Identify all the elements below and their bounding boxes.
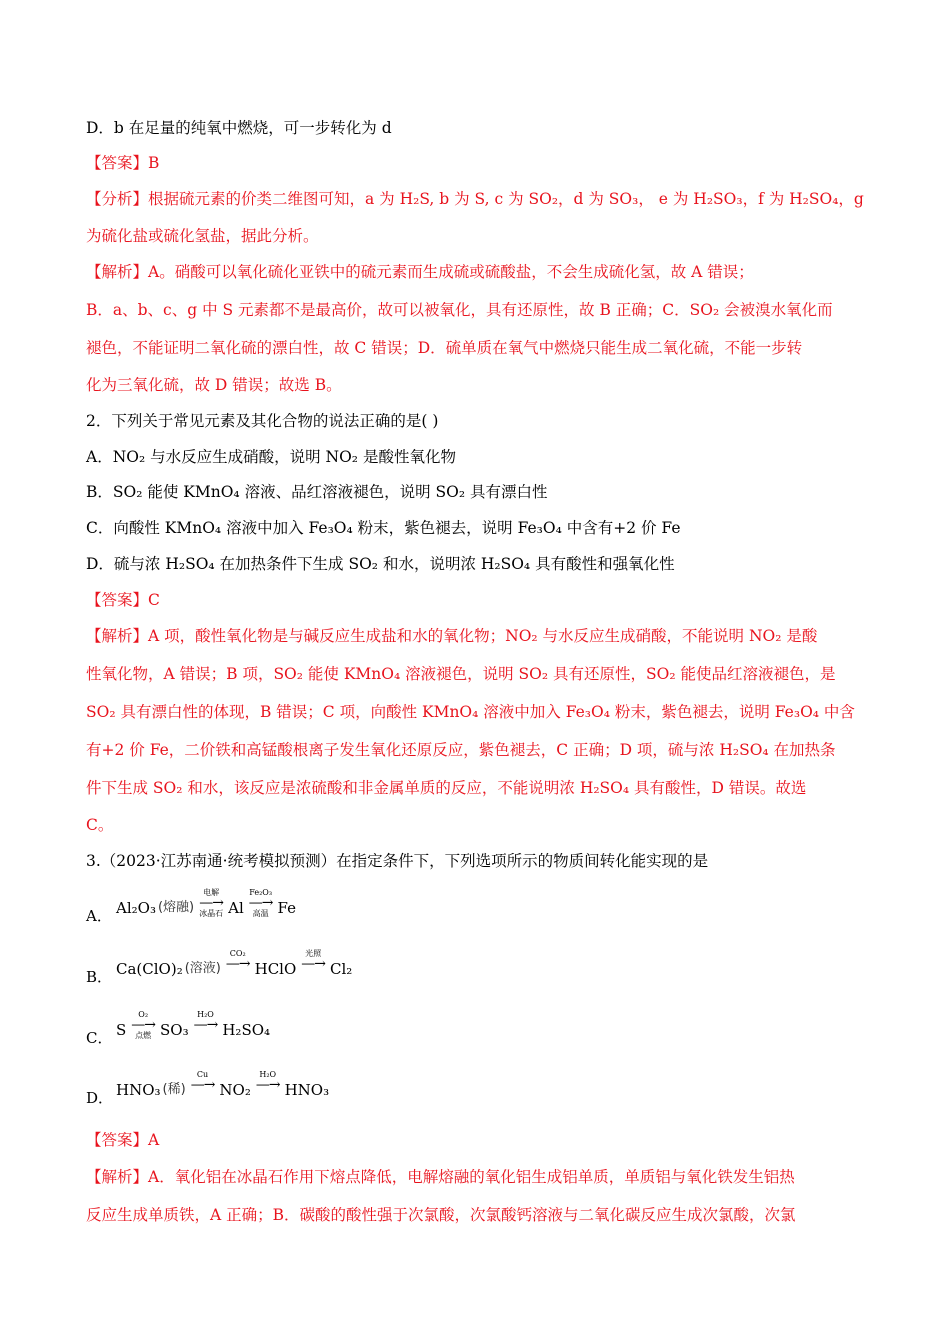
q1-explain-line-2: B．a、b、c、g 中 S 元素都不是最高价，故可以被氧化，具有还原性，故 B 正确；C．SO₂ 会被溴水氧化而 — [86, 301, 833, 319]
reaction-chain — [116, 1010, 270, 1040]
arrow-shaft: —→ — [255, 1077, 280, 1093]
explain-text: A．氧化铝在冰晶石作用下熔点降低，电解熔融的氧化铝生成铝单质，单质铝与氧化铁发生铝热 — [148, 1168, 795, 1186]
arrow-condition-bottom: 点燃 — [135, 1031, 152, 1040]
answer-tag: 【答案】 — [86, 1131, 149, 1149]
condition-label: (熔融) — [157, 900, 195, 915]
arrow-shaft: —→ — [190, 1077, 215, 1093]
option-letter: B． — [86, 968, 113, 986]
arrow-shaft: —→ — [131, 1017, 156, 1033]
arrow-shaft: —→ — [199, 895, 223, 911]
product: Fe — [277, 899, 296, 917]
reactant: Ca(ClO)₂ — [116, 960, 183, 978]
answer-tag: 【答案】 — [86, 591, 149, 609]
explain-text: A 项，酸性氧化物是与碱反应生成盐和水的氧化物；NO₂ 与水反应生成硝酸，不能说明 NO₂ 是酸 — [148, 627, 818, 645]
condition-label: (溶液) — [184, 961, 221, 976]
product: H₂SO₄ — [222, 1021, 271, 1039]
analysis-text: 根据硫元素的价类二维图可知，a 为 H₂S, b 为 S, c 为 SO₂，d 为 SO₃， e 为 H₂SO₃，f 为 H₂SO₄，g — [148, 190, 864, 208]
q2-stem: 2．下列关于常见元素及其化合物的说法正确的是( ) — [86, 412, 439, 430]
reaction-chain — [116, 949, 352, 979]
q2-explain-line-3: SO₂ 具有漂白性的体现，B 错误；C 项，向酸性 KMnO₄ 溶液中加入 Fe₃O₄ 粉末，紫色褪去，说明 Fe₃O₄ 中含 — [86, 703, 855, 721]
q2-explain-line-4: 有+2 价 Fe，二价铁和高锰酸根离子发生氧化还原反应，紫色褪去，C 正确；D 项，硫与浓 H₂SO₄ 在加热条 — [86, 741, 836, 759]
arrow-condition-top: H₂O — [197, 1010, 214, 1019]
reaction-arrow-2 — [301, 949, 325, 979]
q1-explain-line-4: 化为三氧化硫，故 D 错误；故选 B。 — [86, 376, 342, 394]
reaction-arrow-2 — [256, 1070, 280, 1100]
q2-explain-line-5: 件下生成 SO₂ 和水，该反应是浓硫酸和非金属单质的反应，不能说明浓 H₂SO₄ 具有酸性，D 错误。故选 — [86, 779, 807, 797]
reactant: S — [116, 1021, 127, 1039]
intermediate: NO₂ — [219, 1081, 251, 1099]
q1-option-d: D．b 在足量的纯氧中燃烧，可一步转化为 d — [86, 119, 392, 137]
answer-value: A — [148, 1131, 160, 1149]
arrow-condition-top: Cu — [196, 1070, 209, 1079]
reaction-arrow-1 — [191, 1070, 215, 1100]
arrow-condition-top: 光照 — [305, 949, 322, 958]
reaction-chain — [116, 1070, 329, 1100]
q2-explain-line-1 — [86, 626, 817, 646]
arrow-condition-top: 电解 — [203, 888, 220, 897]
arrow-shaft: —→ — [193, 1017, 218, 1033]
q2-option-b: B．SO₂ 能使 KMnO₄ 溶液、品红溶液褪色，说明 SO₂ 具有漂白性 — [86, 483, 548, 501]
explain-tag: 【解析】 — [86, 627, 149, 645]
arrow-condition-top: CO₂ — [229, 949, 246, 958]
q1-explain-line-1 — [86, 262, 754, 282]
arrow-condition-top: Fe₂O₃ — [249, 888, 273, 897]
q3-stem: 3.（2023·江苏南通·统考模拟预测）在指定条件下，下列选项所示的物质间转化能实现的是 — [86, 852, 709, 870]
answer-value: B — [148, 154, 160, 172]
reaction-chain — [116, 888, 296, 918]
q2-option-a: A．NO₂ 与水反应生成硝酸，说明 NO₂ 是酸性氧化物 — [86, 448, 456, 466]
reaction-arrow-1 — [131, 1010, 155, 1040]
explain-tag: 【解析】 — [86, 263, 149, 281]
q2-explain-line-2: 性氧化物，A 错误；B 项，SO₂ 能使 KMnO₄ 溶液褪色，说明 SO₂ 具有还原性，SO₂ 能使品红溶液褪色，是 — [86, 665, 836, 683]
q3-answer — [86, 1130, 159, 1150]
q2-answer — [86, 590, 160, 610]
reaction-arrow-1 — [199, 888, 223, 918]
arrow-condition-bottom: 冰晶石 — [199, 909, 224, 918]
q1-explain-line-3: 褪色，不能证明二氧化硫的漂白性，故 C 错误；D．硫单质在氧气中燃烧只能生成二氧化硫，不能一步转 — [86, 339, 803, 357]
product: Cl₂ — [330, 960, 353, 978]
q3-explain-line-1 — [86, 1167, 795, 1187]
q1-answer — [86, 153, 159, 173]
reactant: HNO₃ — [116, 1081, 161, 1099]
q1-analysis-line-2: 为硫化盐或硫化氢盐，据此分析。 — [86, 227, 319, 245]
option-letter: D． — [86, 1089, 114, 1107]
analysis-tag: 【分析】 — [86, 190, 149, 208]
arrow-condition-top: O₂ — [138, 1010, 149, 1019]
arrow-shaft: —→ — [301, 956, 325, 972]
reaction-arrow-2 — [249, 888, 273, 918]
intermediate: HClO — [254, 960, 297, 978]
option-letter: C． — [86, 1029, 113, 1047]
arrow-shaft: —→ — [225, 956, 250, 972]
q2-option-c: C．向酸性 KMnO₄ 溶液中加入 Fe₃O₄ 粉末，紫色褪去，说明 Fe₃O₄ 中含有+2 价 Fe — [86, 519, 681, 537]
condition-label: (稀) — [162, 1082, 186, 1097]
arrow-condition-top: H₂O — [259, 1070, 277, 1079]
answer-tag: 【答案】 — [86, 154, 149, 172]
q2-option-d: D．硫与浓 H₂SO₄ 在加热条件下生成 SO₂ 和水，说明浓 H₂SO₄ 具有酸性和强氧化性 — [86, 555, 675, 573]
product: HNO₃ — [284, 1081, 330, 1099]
q3-explain-line-2: 反应生成单质铁，A 正确；B．碳酸的酸性强于次氯酸，次氯酸钙溶液与二氧化碳反应生成次氯酸，次氯 — [86, 1206, 796, 1224]
answer-value: C — [148, 591, 160, 609]
arrow-shaft: —→ — [248, 895, 273, 911]
explain-text: A。硝酸可以氧化硫化亚铁中的硫元素而生成硫或硫酸盐，不会生成硫化氢，故 A 错误； — [148, 263, 754, 281]
q1-analysis-line-1 — [86, 189, 864, 209]
explain-tag: 【解析】 — [86, 1168, 149, 1186]
q2-explain-line-6: C。 — [86, 816, 114, 834]
reaction-arrow-1 — [226, 949, 250, 979]
intermediate: Al — [228, 899, 244, 917]
arrow-condition-bottom: 高温 — [252, 909, 269, 918]
reaction-arrow-2 — [194, 1010, 218, 1040]
intermediate: SO₃ — [160, 1021, 189, 1039]
option-letter: A． — [86, 907, 112, 925]
reactant: Al₂O₃ — [116, 899, 156, 917]
